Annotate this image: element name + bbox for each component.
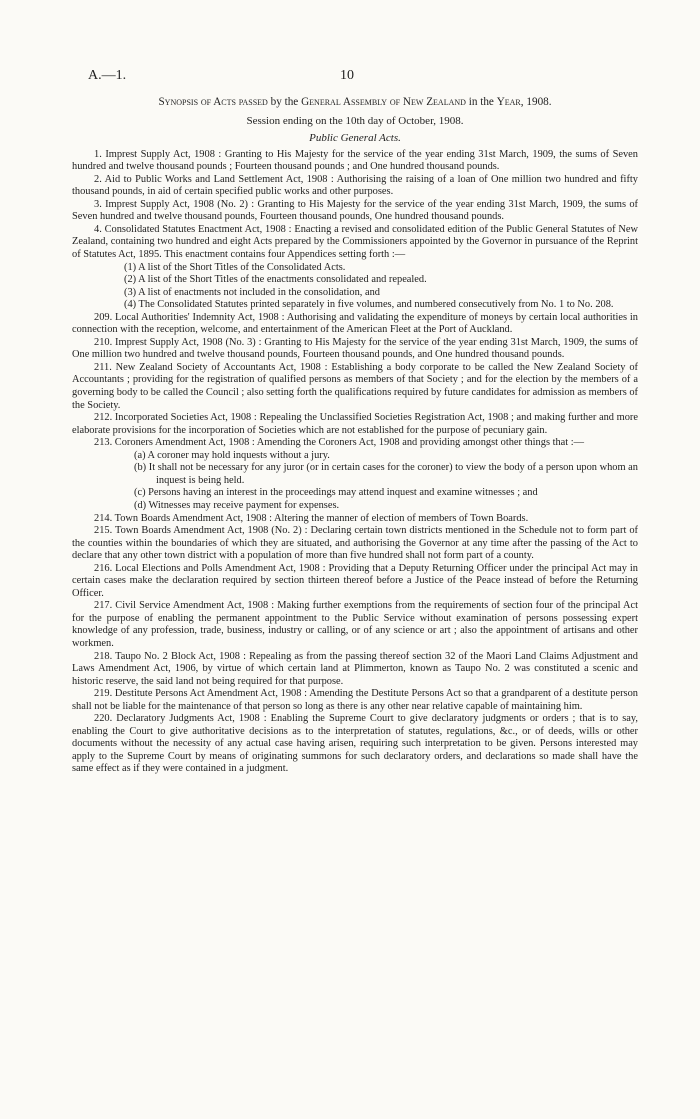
title-part: 1908. bbox=[523, 96, 552, 108]
act-paragraph: 210. Imprest Supply Act, 1908 (No. 3) : Granting to His Majesty for the service of the year ending 31st March, 1909, the sums of One million two hundred and twelve thousand pounds, Fourteen thousand pounds, and One hundred thousand pounds. bbox=[72, 336, 638, 361]
title-part: General Assembly of New Zealand bbox=[301, 96, 466, 108]
act-paragraph: 3. Imprest Supply Act, 1908 (No. 2) : Granting to His Majesty for the service of the year ending 31st March, 1909, the sums of Seven hundred and twelve thousand pounds, Fourteen thousand pounds, One hundred thousand pounds. bbox=[72, 198, 638, 223]
title-part: Year, bbox=[496, 96, 524, 108]
coroners-list bbox=[72, 450, 638, 513]
act-paragraph: 220. Declaratory Judgments Act, 1908 : Enabling the Supreme Court to give declaratory judgments or orders ; that is to say, enabling the Court to give authoritative decisions as to the interpretation of statutes, regulations, &c., or of deeds, wills or other documents without the necessity of any actual case having arisen, requiring such interpretation to be given. Persons interested may apply to the Supreme Court by means of originating summons for such declaratory orders, and declarations so made shall have the same effect as if they were contained in a judgment. bbox=[72, 713, 638, 775]
list-item: (4) The Consolidated Statutes printed separately in five volumes, and numbered consecutively from No. 1 to No. 208. bbox=[124, 299, 614, 311]
list-item: (b) It shall not be necessary for any juror (or in certain cases for the coroner) to view the body of a person upon whom an inquest is being held. bbox=[134, 462, 638, 486]
list-item: (d) Witnesses may receive payment for expenses. bbox=[134, 499, 340, 511]
document-title bbox=[72, 96, 638, 109]
list-item: (3) A list of enactments not included in the consolidation, and bbox=[124, 286, 380, 298]
act-paragraph: 216. Local Elections and Polls Amendment Act, 1908 : Providing that a Deputy Returning Officer under the principal Act may in certain cases make the declaration required by section thirteen thereof before a Justice of the Peace instead of before the Returning Officer. bbox=[72, 562, 638, 599]
title-part: Synopsis of Acts passed bbox=[158, 96, 268, 108]
appendix-list bbox=[72, 262, 638, 312]
list-item: (1) A list of the Short Titles of the Consolidated Acts. bbox=[124, 261, 346, 273]
title-part: in the bbox=[465, 96, 497, 108]
act-paragraph: 4. Consolidated Statutes Enactment Act, 1908 : Enacting a revised and consolidated edition of the Public General Statutes of New Zealand, containing two hundred and eight Acts prepared by the Commissioners appointed by the Governor in pursuance of the Reprint of Statutes Act, 1895. This enactment contains four Appendices setting forth :— bbox=[72, 223, 638, 261]
act-paragraph: 219. Destitute Persons Act Amendment Act, 1908 : Amending the Destitute Persons Act so that a grandparent of a destitute person shall not be liable for the maintenance of that person so long as there is any other near relative capable of maintaining him. bbox=[72, 688, 638, 712]
act-paragraph: 213. Coroners Amendment Act, 1908 : Amending the Coroners Act, 1908 and providing amongst other things that :— bbox=[94, 437, 585, 449]
list-item: (a) A coroner may hold inquests without a jury. bbox=[134, 449, 330, 461]
list-item: (c) Persons having an interest in the proceedings may attend inquest and examine witnesses ; and bbox=[134, 487, 538, 499]
act-paragraph: 211. New Zealand Society of Accountants Act, 1908 : Establishing a body corporate to be called the New Zealand Society of Accountants ; providing for the registration of qualified persons as members of that Society ; and for the election by the members of a governing body to be called the Council ; also setting forth the qualifications required by future candidates for admission as members of the Society. bbox=[72, 361, 638, 411]
act-paragraph: 217. Civil Service Amendment Act, 1908 : Making further exemptions from the requirements of section four of the principal Act for the purpose of enabling the permanent appointment to the Public Service without examination of persons possessing expert knowledge of any profession, trade, business, industry or calling, or of any science or art ; also the appointment of artisans and other workmen. bbox=[72, 600, 638, 649]
act-paragraph: 2. Aid to Public Works and Land Settlement Act, 1908 : Authorising the raising of a loan of One million two hundred and fifty thousand pounds, in aid of certain specified public works and other purposes. bbox=[72, 173, 638, 198]
act-paragraph: 209. Local Authorities' Indemnity Act, 1908 : Authorising and validating the expenditure of moneys by certain local authorities in connection with the reception, welcome, and entertainment of the American Fleet at the Port of Auckland. bbox=[72, 311, 638, 336]
section-heading: Public General Acts. bbox=[309, 132, 401, 145]
document-body bbox=[72, 96, 638, 776]
list-item: (2) A list of the Short Titles of the enactments consolidated and repealed. bbox=[124, 274, 427, 286]
act-paragraph: 212. Incorporated Societies Act, 1908 : Repealing the Unclassified Societies Registration Act, 1908 ; and making further and more elaborate provisions for the incorporation of Societies which are not established for the purpose of pecuniary gain. bbox=[72, 412, 638, 436]
page-header bbox=[88, 68, 638, 86]
act-paragraph: 1. Imprest Supply Act, 1908 : Granting to His Majesty for the service of the year ending 31st March, 1909, the sums of Seven hundred and twelve thousand pounds ; Fourteen thousand pounds ; and One hundred thousand pounds. bbox=[72, 148, 638, 173]
act-paragraph: 218. Taupo No. 2 Block Act, 1908 : Repealing as from the passing thereof section 32 of the Maori Land Claims Adjustment and Laws Amendment Act, 1906, by virtue of which certain land at Plimmerton, known as Taupo No. 2 was constituted a scenic and historic reserve, the said land not being required for that purpose. bbox=[72, 650, 638, 687]
title-part: by the bbox=[267, 96, 302, 108]
session-line: Session ending on the 10th day of October, 1908. bbox=[246, 114, 464, 127]
act-paragraph: 214. Town Boards Amendment Act, 1908 : Altering the manner of election of members of Town Boards. bbox=[94, 512, 529, 524]
document-reference: A.—1. bbox=[88, 68, 127, 83]
page-number: 10 bbox=[340, 68, 354, 83]
act-paragraph: 215. Town Boards Amendment Act, 1908 (No. 2) : Declaring certain town districts mentioned in the Schedule not to form part of the counties within the boundaries of which they are situated, and authorising the Governor at any time after the passing of the Act to declare that any other town district with a population of more than five hundred shall not form part of a county. bbox=[72, 525, 638, 562]
